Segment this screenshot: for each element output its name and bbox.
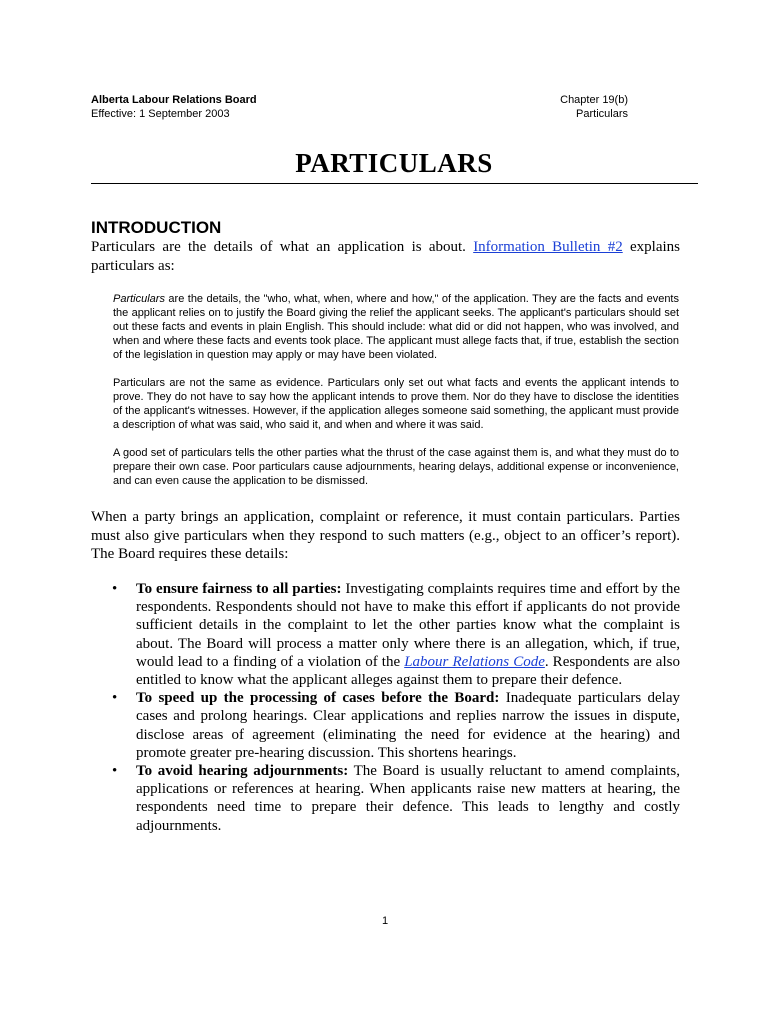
org-name: Alberta Labour Relations Board [91,94,257,106]
requirements-list [91,580,680,835]
chapter-label: Chapter 19(b) [560,94,628,106]
information-bulletin-link[interactable]: Information Bulletin #2 [473,239,623,255]
quote-paragraph-1 [113,292,679,362]
list-item-heading: To speed up the processing of cases before the Board: [136,690,500,707]
header-right [560,93,628,121]
list-item-text: Investigating complaints requires time and effort by the respondents. Respondents should not have to make this effort if applicants do not provide sufficient details in the complaint to let the other parties know what the complaint is about. The Board will process a matter only where there is an allegation, which, if true, would lead to a finding of a violation of the [136,581,680,670]
list-item [91,762,680,835]
effective-date: Effective: 1 September 2003 [91,108,230,120]
page-title: PARTICULARS [295,148,493,178]
intro-text-after: explains particulars as: [91,239,680,274]
introduction-heading: INTRODUCTION [91,218,222,237]
quote-paragraph-1-text: are the details, the "who, what, when, where and how," of the application. They are the facts and events the applicant relies on to justify the Board giving the relief the applicant seeks. The applicant's particulars should set out these facts and events in plain English. This should include: what did or did not happen, who was involved, and when and where these facts and events took place. The applicant must allege facts that, if true, establish the section of the legislation in question may apply or may have been violated. [113,293,679,361]
introduction-paragraph [91,238,680,275]
title-divider [91,183,698,184]
page-number: 1 [381,915,389,927]
quote-italic-term: Particulars [113,293,165,305]
list-item-heading: To ensure fairness to all parties: [136,581,342,597]
list-item-text: Inadequate particulars delay cases and prolong hearings. Clear applications and replies narrow the issues in dispute, disclose areas of agreement (eliminating the need for evidence at the hearing) and promote greater pre-hearing discussion. This shortens hearings. [136,690,680,761]
requirements-intro-paragraph: When a party brings an application, complaint or reference, it must contain particulars. Parties must also give particulars when they respond to such matters (e.g., object to an officer’s report). The Board requires these details: [91,509,680,562]
labour-relations-code-link[interactable]: Labour Relations Code [404,653,545,670]
list-item [91,580,680,689]
bullet-icon: • [112,581,118,597]
list-item-text: The Board is usually reluctant to amend complaints, applications or references at hearing. When applicants raise new matters at hearing, the respondents need time to prepare their defence. This leads to lengthy and costly adjournments. [136,763,680,834]
list-item-text-after: . Respondents are also entitled to know what the applicant alleges against them to prepare their defence. [136,653,680,689]
quote-paragraph-2: Particulars are not the same as evidence. Particulars only set out what facts and events the applicant intends to prove. They do not have to say how the applicant intends to prove them. Nor do they have to disclose the identities of the applicant's witnesses. However, if the application alleges someone said something, the applicant must provide a description of what was said, who said it, and when and where it was said. [113,377,679,431]
quote-paragraph-3: A good set of particulars tells the other parties what the thrust of the case against them is, and what they must do to prepare their own case. Poor particulars cause adjournments, hearing delays, additional expense or inconvenience, and can even cause the application to be dismissed. [113,447,679,487]
intro-text-before: Particulars are the details of what an application is about. [91,239,474,255]
list-item [91,689,680,762]
bullet-icon: • [112,690,118,707]
section-label: Particulars [576,108,628,120]
list-item-heading: To avoid hearing adjournments: [136,763,349,780]
bullet-icon: • [112,763,118,780]
header-left [91,93,257,121]
